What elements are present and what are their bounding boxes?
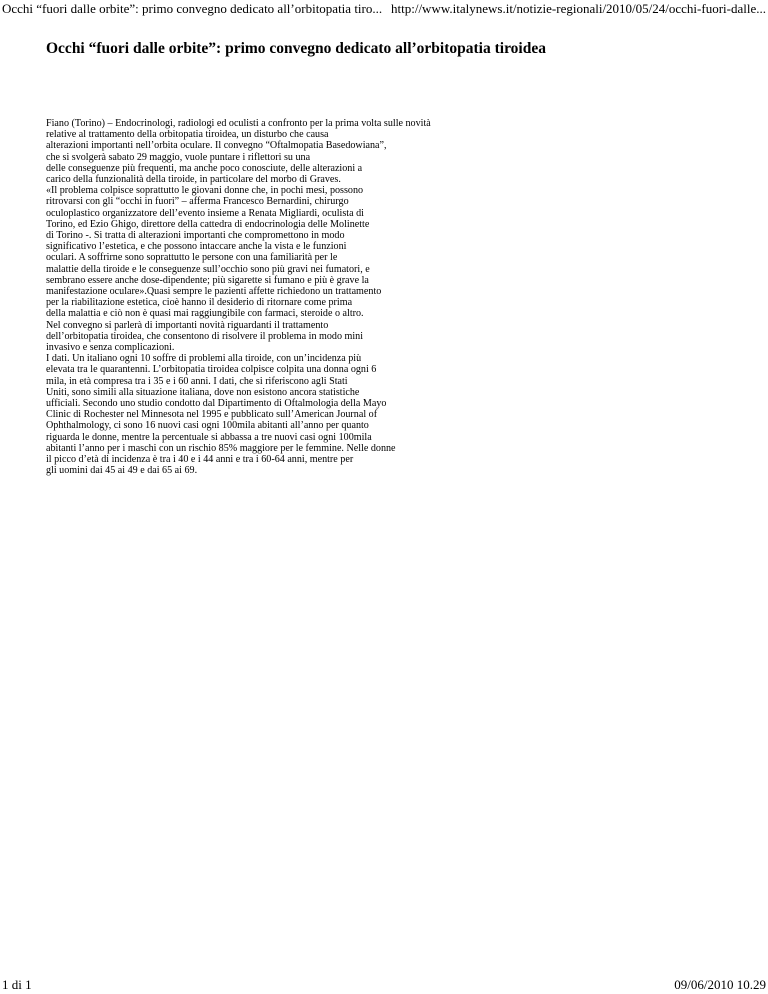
- article-line: mila, in età compresa tra i 35 e i 60 anni. I dati, che si riferiscono agli Stati: [46, 375, 348, 387]
- print-footer-datetime: 09/06/2010 10.29: [674, 977, 766, 992]
- article-line: riguarda le donne, mentre la percentuale si abbassa a tre nuovi casi ogni 100mila: [46, 431, 372, 443]
- article-line: Clinic di Rochester nel Minnesota nel 1995 e pubblicato sull’American Journal of: [46, 409, 378, 421]
- article-line: delle conseguenze più frequenti, ma anche poco conosciute, delle alterazioni a: [46, 162, 363, 174]
- article-line: Fiano (Torino) – Endocrinologi, radiologi ed oculisti a confronto per la prima volta sulle novità: [46, 118, 431, 129]
- article-line: ufficiali. Secondo uno studio condotto dal Dipartimento di Oftalmologia della Mayo: [46, 398, 387, 410]
- article-line: ritrovarsi con gli “occhi in fuori” – afferma Francesco Bernardini, chirurgo: [46, 196, 349, 208]
- article-line: dell’orbitopatia tiroidea, che consentono di risolvere il problema in modo mini: [46, 330, 364, 342]
- article-body: [46, 118, 486, 477]
- article-line: I dati. Un italiano ogni 10 soffre di problemi alla tiroide, con un’incidenza più: [46, 353, 362, 365]
- article-line: Nel convegno si parlerà di importanti novità riguardanti il trattamento: [46, 319, 329, 331]
- article-line: manifestazione oculare».Quasi sempre le pazienti affette richiedono un trattamento: [46, 286, 382, 298]
- article-line: carico della funzionalità della tiroide, in particolare del morbo di Graves.: [46, 174, 341, 186]
- article-line: abitanti l’anno per i maschi con un rischio 85% maggiore per le femmine. Nelle donne: [46, 442, 396, 454]
- article-line: sembrano essere anche dose-dipendente; più sigarette si fumano e più è grave la: [46, 274, 369, 286]
- article-line: «Il problema colpisce soprattutto le giovani donne che, in pochi mesi, possono: [46, 185, 364, 197]
- article-line: Ophthalmology, ci sono 16 nuovi casi ogni 100mila abitanti all’anno per quanto: [46, 420, 369, 432]
- print-header-url[interactable]: http://www.italynews.it/notizie-regionali/2010/05/24/occhi-fuori-dalle...: [391, 1, 766, 16]
- article-line: il picco d’età di incidenza è tra i 40 e i 44 anni e tra i 60-64 anni, mentre per: [46, 454, 354, 466]
- article-line: oculari. A soffrirne sono soprattutto le persone con una familiarità per le: [46, 252, 338, 264]
- article-line: che si svolgerà sabato 29 maggio, vuole puntare i riflettori su una: [46, 151, 311, 163]
- article-line: gli uomini dai 45 ai 49 e dai 65 ai 69.: [46, 465, 198, 477]
- article-line: di Torino -. Si tratta di alterazioni importanti che compromettono in modo: [46, 230, 345, 242]
- article-title: Occhi “fuori dalle orbite”: primo convegno dedicato all’orbitopatia tiroidea: [46, 40, 546, 57]
- article-line: Uniti, sono simili alla situazione italiana, dove non esistono ancora statistiche: [46, 386, 360, 398]
- article-line: alterazioni importanti nell’orbita oculare. Il convegno “Oftalmopatia Basedowiana”,: [46, 140, 387, 152]
- print-header-page-title: Occhi “fuori dalle orbite”: primo convegno dedicato all’orbitopatia tiro...: [2, 1, 383, 16]
- article-line: elevata tra le quarantenni. L’orbitopatia tiroidea colpisce colpita una donna ogni 6: [46, 364, 377, 376]
- article-line: Torino, ed Ezio Ghigo, direttore della cattedra di endocrinologia delle Molinette: [46, 218, 370, 230]
- article-line: per la riabilitazione estetica, cioè hanno il desiderio di ritornare come prima: [46, 297, 353, 309]
- article-line: relative al trattamento della orbitopatia tiroidea, un disturbo che causa: [46, 129, 329, 141]
- article-line: oculoplastico organizzatore dell’evento insieme a Renata Migliardi, oculista di: [46, 207, 364, 219]
- article-line: significativo l’estetica, e che possono intaccare anche la vista e le funzioni: [46, 241, 347, 253]
- article-line: malattie della tiroide e le conseguenze sull’occhio sono più gravi nei fumatori, e: [46, 263, 370, 275]
- print-footer-page-count: 1 di 1: [2, 977, 32, 992]
- article-line: della malattia e ciò non è quasi mai raggiungibile con farmaci, steroide o altro.: [46, 308, 364, 320]
- article-line: invasivo e senza complicazioni.: [46, 342, 175, 354]
